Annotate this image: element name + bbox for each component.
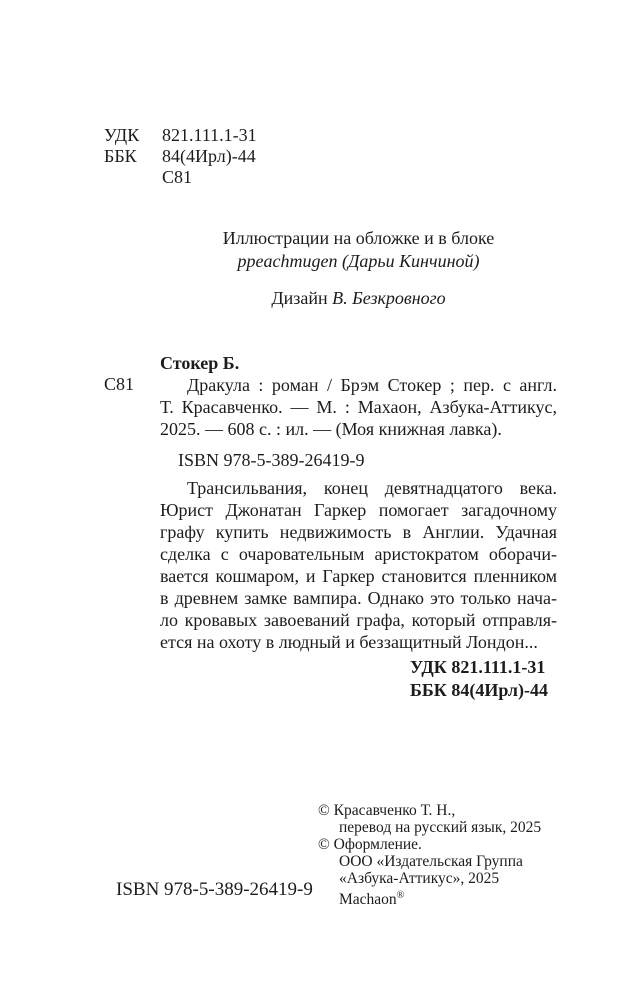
catalog-entry xyxy=(160,352,557,471)
author-code-row xyxy=(104,167,257,188)
annotation-paragraph xyxy=(160,477,557,653)
text-line: Трансильвания, конец девятнадцатого века. xyxy=(187,478,557,498)
credits-block xyxy=(160,227,557,310)
isbn-bottom: ISBN 978-5-389-26419-9 xyxy=(116,879,313,900)
udk-code-row xyxy=(104,125,257,146)
text-line: графу купить недвижимость в Англии. Удачная xyxy=(160,522,557,542)
design-credit-prefix: Дизайн xyxy=(271,288,328,308)
text-line: сделка с очаровательным аристократом оборачи- xyxy=(160,544,557,564)
text-line: в древнем замке вампира. Однако это только нача- xyxy=(160,588,557,608)
copyright-line: перевод на русский язык, 2025 xyxy=(339,819,542,836)
bbk-value: 84(4Ирл)-44 xyxy=(162,146,256,166)
copyright-line: © Оформление. xyxy=(318,836,422,853)
bottom-udk: УДК 821.111.1-31 xyxy=(410,657,546,677)
text-line: 2025. — 608 с. : ил. — (Моя книжная лавка). xyxy=(160,419,502,439)
illustration-credit-title: Иллюстрации на обложке и в блоке xyxy=(222,228,495,248)
catalog-margin-code: С81 xyxy=(104,374,135,394)
illustrator-name: ppeachmugen (Дарьи Кинчиной) xyxy=(237,251,480,271)
catalog-isbn: ISBN 978-5-389-26419-9 xyxy=(178,450,365,470)
text-line: ло кровавых завоеваний графа, который отправля- xyxy=(160,610,557,630)
copyright-line: Machaon® xyxy=(339,890,405,909)
udk-value: 821.111.1-31 xyxy=(162,125,257,145)
bottom-classification-codes xyxy=(410,656,548,702)
text-line: Т. Красавченко. — М. : Махаон, Азбука-Аттикус, xyxy=(160,397,557,417)
author-code: С81 xyxy=(162,167,193,187)
copyright-line: ООО «Издательская Группа xyxy=(339,853,523,870)
design-credit xyxy=(160,287,557,310)
text-line: ется на охоту в людный и беззащитный Лондон... xyxy=(160,632,538,652)
catalog-description xyxy=(160,374,557,440)
bottom-bbk: ББК 84(4Ирл)-44 xyxy=(410,680,548,700)
copyright-line: «Азбука-Аттикус», 2025 xyxy=(339,870,500,887)
bbk-code-row xyxy=(104,146,257,167)
text-line: Дракула : роман / Брэм Стокер ; пер. с англ. xyxy=(187,375,557,395)
text-line: Юрист Джонатан Гаркер помогает загадочному xyxy=(160,500,557,520)
top-classification-codes xyxy=(104,125,257,188)
bbk-label: ББК xyxy=(104,146,137,166)
copyright-block xyxy=(318,802,578,908)
text-line: вается кошмаром, и Гаркер становится пленником xyxy=(160,566,557,586)
copyright-line: © Красавченко Т. Н., xyxy=(318,802,456,819)
catalog-author: Стокер Б. xyxy=(160,353,240,373)
designer-name: В. Безкровного xyxy=(332,288,446,308)
udk-label: УДК xyxy=(104,125,140,145)
